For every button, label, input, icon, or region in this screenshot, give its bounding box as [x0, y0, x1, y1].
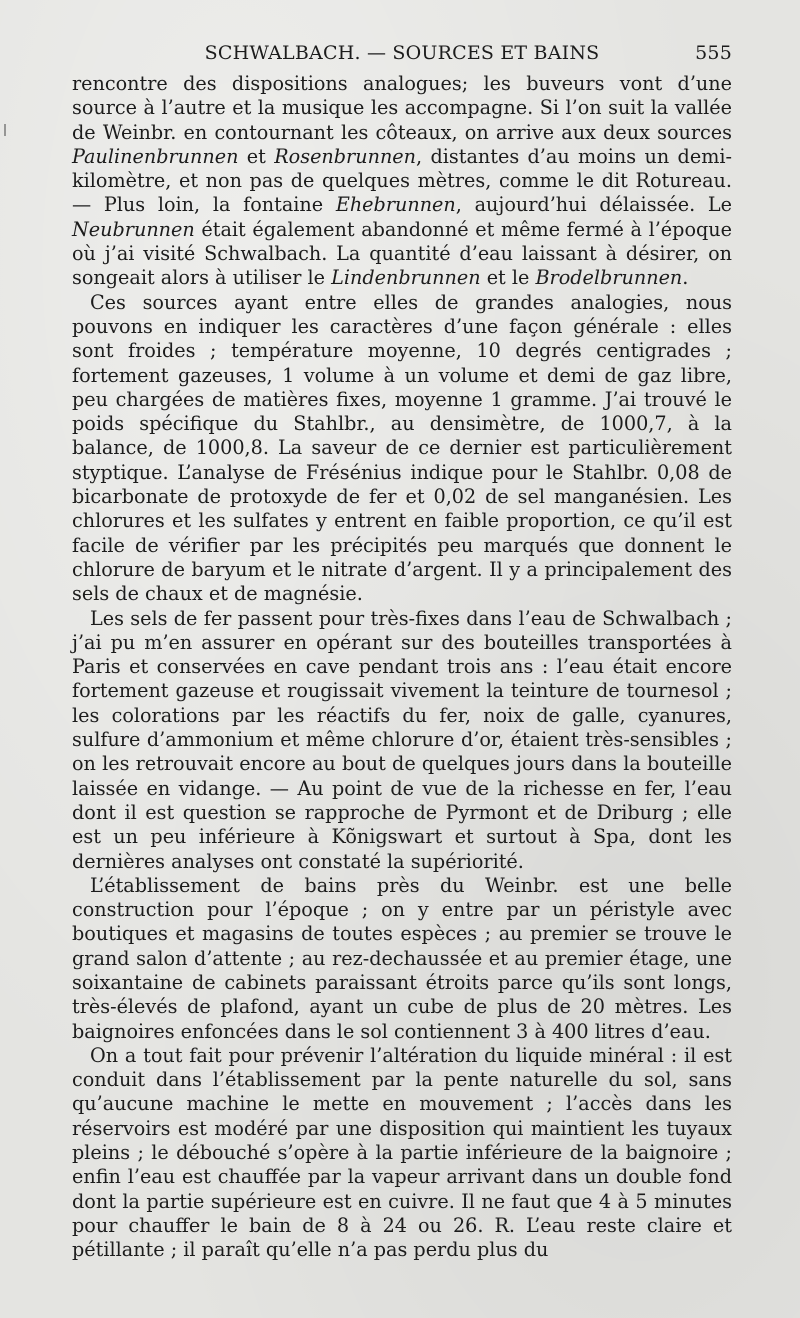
italic-text: Brodelbrunnen	[535, 266, 683, 290]
text-run: , aujourd’hui délaissée. Le	[455, 193, 732, 217]
italic-text: Neubrunnen	[72, 217, 195, 241]
page-number: 555	[695, 42, 732, 64]
text-run: , distantes d’au moins un demi-kilomètre, et non pas de quelques mètres, comme le dit Rotureau. — Plus loin, la fontaine	[72, 144, 733, 217]
paragraph	[72, 874, 732, 1044]
italic-text: Lindenbrunnen	[331, 266, 481, 290]
text-run: Les sels de fer passent pour très-fixes dans l’eau de Schwalbach ; j’ai pu m’en assurer en opérant sur des bouteilles transportées à Paris et conservées en cave pendant trois ans : l’eau était encore fortement gazeuse et rougissait vivement la teinture de tournesol ; les colorations par les réactifs du fer, noix de galle, cyanures, sulfure d’ammonium et même chlorure d’or, étaient très-sensibles ; on les retrouvait encore au bout de quelques jours dans la bouteille laissée en vidange. — Au point de vue de la richesse en fer, l’eau dont il est question se rapproche de Pyrmont et de Driburg ; elle est un peu inférieure à Kõnigswart et surtout à Spa, dont les dernières analyses ont constaté la supériorité.	[72, 606, 732, 873]
body-text	[72, 72, 732, 1263]
text-run: .	[682, 266, 689, 290]
text-run: L’établissement de bains près du Weinbr. est une belle construction pour l’époque ; on y entre par un péristyle avec boutiques et magasins de toutes espèces ; au premier se trouve le grand salon d’attente ; au rez-dechaussée et au premier étage, une soixantaine de cabinets paraissant étroits parce qu’ils sont longs, très-élevés de plafond, ayant un cube de plus de 20 mètres. Les baignoires enfoncées dans le sol contiennent 3 à 400 litres d’eau.	[72, 873, 732, 1043]
text-run: et	[238, 144, 275, 168]
paragraph	[72, 1044, 732, 1263]
text-run: était également abandonné et même fermé à l’époque où j’ai visité Schwalbach. La quantité d’eau laissant à désirer, on songeait alors à utiliser le	[72, 217, 732, 290]
running-title: SCHWALBACH. — SOURCES ET BAINS	[204, 42, 600, 64]
margin-mark	[4, 124, 6, 136]
text-run: rencontre des dispositions analogues; les buveurs vont d’une source à l’autre et la musique les accompagne. Si l’on suit la vallée de Weinbr. en contournant les côteaux, on arrive aux deux sources	[72, 72, 732, 144]
italic-text: Rosenbrunnen	[274, 144, 417, 168]
paragraph	[72, 72, 732, 291]
page-header	[72, 42, 732, 72]
paragraph	[72, 607, 732, 874]
paragraph	[72, 291, 732, 607]
text-run: et le	[480, 266, 536, 290]
italic-text: Ehebrunnen	[335, 193, 456, 217]
italic-text: Paulinenbrunnen	[72, 144, 239, 168]
text-run: Ces sources ayant entre elles de grandes analogies, nous pouvons en indiquer les caractères d’une façon générale : elles sont froides ; température moyenne, 10 degrés centigrades ; fortement gazeuses, 1 volume à un volume et demi de gaz libre, peu chargées de matières fixes, moyenne 1 gramme. J’ai trouvé le poids spécifique du Stahlbr., au densimètre, de 1000,7, à la balance, de 1000,8. La saveur de ce dernier est particulièrement styptique. L’analyse de Frésénius indique pour le Stahlbr. 0,08 de bicarbonate de protoxyde de fer et 0,02 de sel manganésien. Les chlorures et les sulfates y entrent en faible proportion, ce qu’il est facile de vérifier par les précipités peu marqués que donnent le chlorure de baryum et le nitrate d’argent. Il y a principalement des sels de chaux et de magnésie.	[72, 290, 732, 606]
text-run: On a tout fait pour prévenir l’altération du liquide minéral : il est conduit dans l’établissement par la pente naturelle du sol, sans qu’aucune machine le mette en mouvement ; l’accès dans les réservoirs est modéré par une disposition qui maintient les tuyaux pleins ; le débouché s’opère à la partie inférieure de la baignoire ; enfin l’eau est chauffée par la vapeur arrivant dans un double fond dont la partie supérieure est en cuivre. Il ne faut que 4 à 5 minutes pour chauffer le bain de 8 à 24 ou 26. R. L’eau reste claire et pétillante ; il paraît qu’elle n’a pas perdu plus du	[72, 1043, 732, 1262]
